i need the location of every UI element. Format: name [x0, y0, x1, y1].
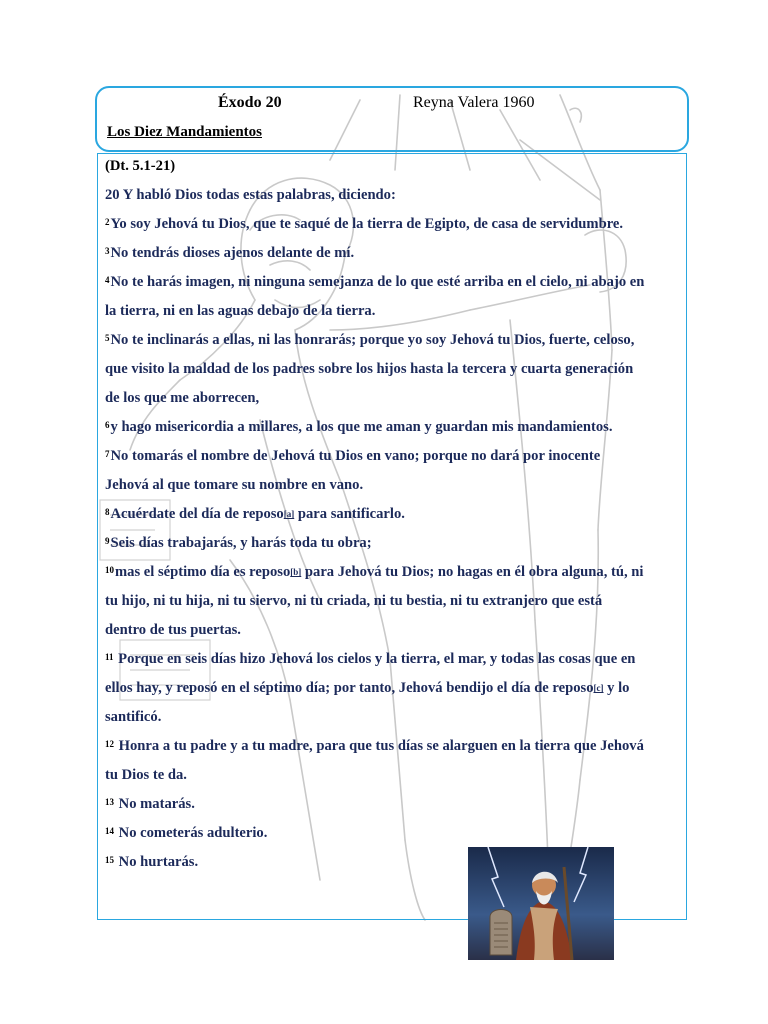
verse-9	[105, 529, 645, 558]
verse-text: No te harás imagen, ni ninguna semejanza de lo que esté arriba en el cielo, ni abajo en la tierra, ni en las aguas debajo de la tierra.	[105, 274, 645, 319]
verse-number: 11	[105, 652, 114, 662]
verse-text: mas el séptimo día es reposo	[115, 564, 291, 580]
verse-text: Porque en seis días hizo Jehová los cielos y la tierra, el mar, y todas las cosas que en ellos hay, y reposó en el séptimo día; por tanto, Jehová bendijo el día de reposo	[105, 651, 636, 696]
verse-number: 3	[105, 246, 110, 256]
verse-text: No tendrás dioses ajenos delante de mí.	[110, 245, 355, 261]
verse-text: Honra a tu padre y a tu madre, para que tus días se alarguen en la tierra que Jehová tu Dios te da.	[105, 738, 644, 783]
verse-text: y lo santificó.	[105, 680, 630, 725]
cross-reference: (Dt. 5.1-21)	[105, 158, 176, 174]
verse-13	[105, 790, 645, 819]
section-subtitle: Los Diez Mandamientos	[107, 124, 262, 140]
verse-text: y hago misericordia a millares, a los que me aman y guardan mis mandamientos.	[110, 419, 613, 435]
verse-4	[105, 268, 645, 326]
verse-11	[105, 645, 645, 732]
verse-number: 13	[105, 797, 114, 807]
verse-12	[105, 732, 645, 790]
verse-number: 14	[105, 826, 114, 836]
verse-3	[105, 239, 645, 268]
verse-number: 2	[105, 217, 110, 227]
verse-2	[105, 210, 645, 239]
verse-text: Seis días trabajarás, y harás toda tu obra;	[110, 535, 372, 551]
verse-6	[105, 413, 645, 442]
footnote-link-b[interactable]: [b]	[290, 567, 302, 577]
verse-text: No matarás.	[115, 796, 195, 812]
verse-text: No hurtarás.	[115, 854, 199, 870]
verse-number: 12	[105, 739, 114, 749]
verse-number: 5	[105, 333, 110, 343]
moses-tablets-image	[468, 847, 614, 960]
verse-7	[105, 442, 645, 500]
verse-text: para Jehová tu Dios; no hagas en él obra alguna, tú, ni tu hijo, ni tu hija, ni tu siervo, ni tu criada, ni tu bestia, ni tu extranjero que está dentro de tus puertas.	[105, 564, 644, 638]
verse-number: 10	[105, 565, 114, 575]
bible-version: Reyna Valera 1960	[413, 94, 535, 111]
chapter-title: Éxodo 20	[218, 94, 282, 111]
footnote-link-c[interactable]: [c]	[593, 683, 604, 693]
verse-8	[105, 500, 645, 529]
verse-number: 9	[105, 536, 110, 546]
verse-number: 4	[105, 275, 110, 285]
footnote-link-a[interactable]: [a]	[283, 509, 295, 519]
verse-text: Acuérdate del día de reposo	[110, 506, 284, 522]
verse-text: para santificarlo.	[294, 506, 405, 522]
verse-text: No cometerás adulterio.	[115, 825, 268, 841]
header-box	[95, 86, 689, 152]
verse-text: No tomarás el nombre de Jehová tu Dios en vano; porque no dará por inocente Jehová al que tomare su nombre en vano.	[105, 448, 601, 493]
verse-text: Yo soy Jehová tu Dios, que te saqué de la tierra de Egipto, de casa de servidumbre.	[110, 216, 624, 232]
verse-number: 6	[105, 420, 110, 430]
verse-10	[105, 558, 645, 645]
verse-1	[105, 181, 645, 210]
verse-text: 20 Y habló Dios todas estas palabras, diciendo:	[105, 187, 396, 203]
verse-14	[105, 819, 645, 848]
verse-number: 8	[105, 507, 110, 517]
verse-text: No te inclinarás a ellas, ni las honrarás; porque yo soy Jehová tu Dios, fuerte, celoso, que visito la maldad de los padres sobre los hijos hasta la tercera y cuarta generación de los que me aborrecen,	[105, 332, 635, 406]
verse-number: 15	[105, 855, 114, 865]
verse-5	[105, 326, 645, 413]
verse-list	[105, 152, 645, 877]
verse-number: 7	[105, 449, 110, 459]
